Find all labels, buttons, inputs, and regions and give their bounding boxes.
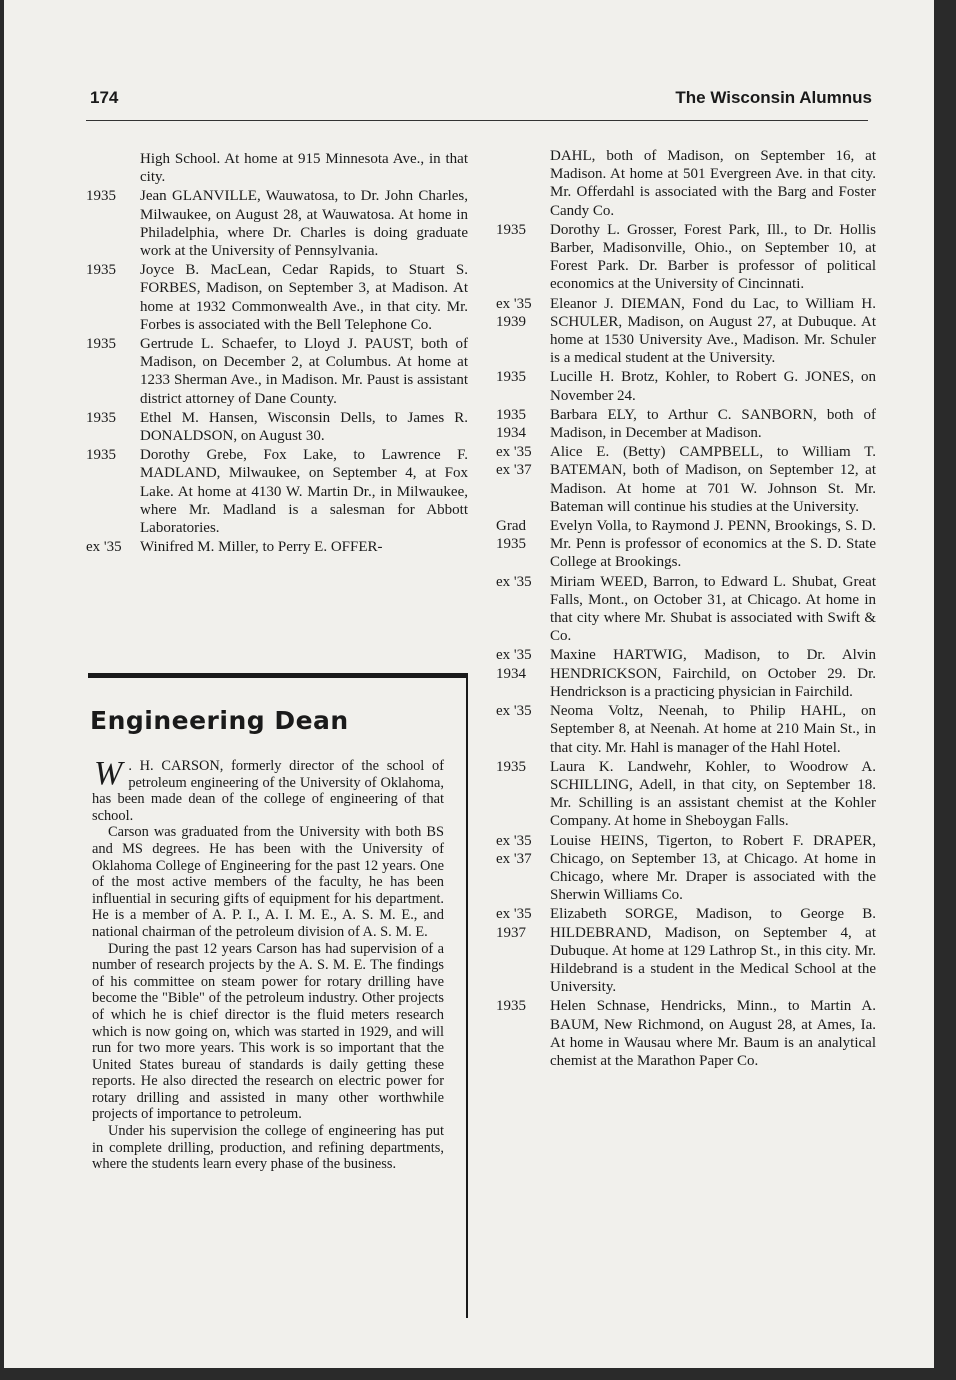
right-column-entries (496, 147, 876, 1071)
entry-class-year (496, 147, 550, 220)
entry-class-year: 1935 (86, 447, 116, 464)
entry-text: Laura K. Landwehr, Kohler, to Woodrow A. SCHILLING, Adell, in that city, on September 18. Mr. Schilling is an assistant chemist at the Kohler Company. At home in Sheboygan Falls. (550, 758, 876, 830)
marriage-entry (86, 409, 468, 445)
drop-cap: W (94, 755, 123, 792)
entry-class-year: ex '35 ex '37 (496, 444, 532, 479)
entry-class-year (86, 150, 140, 186)
entry-class-year: ex '35 1934 (496, 647, 532, 682)
marriage-entry (496, 758, 876, 831)
entry-text: Evelyn Volla, to Raymond J. PENN, Brookings, S. D. Mr. Penn is professor of economics at the S. D. State College at Brookings. (550, 518, 876, 571)
entry-class-year: 1935 (86, 409, 116, 426)
entry-text: Elizabeth SORGE, Madison, to George B. HILDEBRAND, Madison, on September 4, at Dubuque. At home at 129 Lathrop St., in this city. Mr. Hildebrand is a student in the Medical School at the University. (550, 906, 876, 996)
page-number: 174 (90, 88, 119, 107)
entry-text: Miriam WEED, Barron, to Edward L. Shubat, Great Falls, Mont., on October 31, at Chicago. At home in that city where Mr. Shubat is associated with Swift & Co. (550, 573, 876, 645)
entry-class-year: 1935 (496, 221, 526, 238)
article-title: Engineering Dean (90, 706, 349, 735)
entry-text: Jean GLANVILLE, Wauwatosa, to Dr. John Charles, Milwaukee, on August 28, at Wauwatosa. At home in Philadelphia, where Dr. Charles is doing graduate work at the University of Pennsylvania. (140, 188, 468, 260)
entry-text: Joyce B. MacLean, Cedar Rapids, to Stuart S. FORBES, Madison, on September 3, at Madison. At home at 1932 Commonwealth Ave., in that city. Mr. Forbes is associated with the Bell Telephone Co. (140, 262, 468, 333)
entry-text: Dorothy Grebe, Fox Lake, to Lawrence F. MADLAND, Milwaukee, on September 4, at Fox Lake. At home at 4130 W. Martin Dr., in Milwaukee, where Mr. Madland is a salesman for Abbott Laboratories. (140, 447, 468, 537)
marriage-entry (496, 221, 876, 294)
marriage-entry (496, 573, 876, 646)
marriage-entry (496, 406, 876, 442)
article-first-paragraph: . H. CARSON, formerly director of the school of petroleum engineering of the University of Oklahoma, has been made dean of the college of engineering of that school. (92, 758, 444, 824)
entry-class-year: Grad 1935 (496, 518, 526, 553)
article-body (92, 755, 444, 1173)
entry-class-year: 1935 (496, 369, 526, 386)
marriage-entry (496, 832, 876, 905)
entry-text: Maxine HARTWIG, Madison, to Dr. Alvin HENDRICKSON, Fairchild, on October 29. Dr. Hendrickson is a practicing physician in Fairchild. (550, 647, 876, 700)
marriage-entry (86, 335, 468, 408)
entry-class-year: ex '35 (496, 703, 532, 720)
entry-class-year: ex '35 (86, 539, 122, 556)
marriage-entry (86, 538, 468, 556)
article-paragraph: During the past 12 years Carson has had supervision of a number of research projects by the A. S. M. E. The findings of his committee on steam power for rotary drilling have become the "Bible" of the petroleum industry. Other projects of which he is chief director is the fluid meters research which is now going on, which was started in 1929, and will run for two more years. This work is so important that the United States bureau of standards is daily getting these reports. He also directed the research on electric power for rotary drilling and assisted in many other worthwhile projects of importance to petroleum. (92, 940, 444, 1123)
marriage-entry (496, 646, 876, 701)
entry-text: Louise HEINS, Tigerton, to Robert F. DRAPER, Chicago, on September 13, at Chicago. At home in Chicago, where Mr. Draper is associated with the Sherwin Williams Co. (550, 832, 876, 904)
marriage-entry (496, 368, 876, 404)
page-header (90, 88, 872, 114)
entry-class-year: 1935 (86, 188, 116, 205)
marriage-entry (86, 150, 468, 186)
entry-text: Eleanor J. DIEMAN, Fond du Lac, to William H. SCHULER, Madison, on August 27, at Dubuque. At home at 1530 University Ave., Madison. Mr. Schuler is a medical student at the University. (550, 295, 876, 367)
marriage-entry (86, 446, 468, 537)
marriage-entry (86, 187, 468, 260)
marriage-entry (496, 905, 876, 996)
article-paragraph (92, 755, 444, 824)
entry-text: Neoma Voltz, Neenah, to Philip HAHL, on September 8, at Neenah. At home at 210 Main St., in that city. Mr. Hahl is manager of the Hahl Hotel. (550, 703, 876, 756)
entry-class-year: ex '35 1939 (496, 295, 532, 330)
entry-class-year: ex '35 (496, 573, 532, 590)
header-rule (86, 120, 868, 121)
entry-class-year: 1935 (86, 262, 116, 279)
entry-class-year: ex '35 1937 (496, 906, 532, 941)
entry-class-year: 1935 1934 (496, 406, 526, 442)
entry-text: Alice E. (Betty) CAMPBELL, to William T. BATEMAN, both of Madison, on September 12, at Madison. At home at 701 W. Johnson St. Mr. Bateman will continue his studies at the University. (550, 444, 876, 515)
marriage-entry (496, 702, 876, 757)
entry-text: Gertrude L. Schaefer, to Lloyd J. PAUST, both of Madison, on December 2, at Columbus. At home at 1233 Sherman Ave., in Madison. Mr. Paust is assistant district attorney of Dane County. (140, 336, 468, 407)
marriage-entry (86, 261, 468, 334)
article-paragraph: Carson was graduated from the University with both BS and MS degrees. He has been with the University of Oklahoma College of Engineering for the past 12 years. One of the most active members of the faculty, he has been influential in securing gifts of equipment for his department. He is a member of A. P. I., A. I. M. E., A. S. M. E., and national chairman of the petroleum division of A. S. M. E. (92, 824, 444, 940)
entry-text: High School. At home at 915 Minnesota Ave., in that city. (140, 151, 468, 186)
journal-title: The Wisconsin Alumnus (675, 88, 872, 107)
article-paragraph: Under his supervision the college of engineering has put in complete drilling, production, and refining departments, where the students learn every phase of the business. (92, 1123, 444, 1173)
engineering-dean-article (88, 673, 468, 1318)
entry-text: Helen Schnase, Hendricks, Minn., to Martin A. BAUM, New Richmond, on August 28, at Ames, Ia. At home in Wausau where Mr. Baum is an analytical chemist at the Marathon Paper Co. (550, 998, 876, 1069)
entry-text: Winifred M. Miller, to Perry E. OFFER- (140, 539, 383, 556)
left-column-entries (86, 150, 468, 557)
entry-text: Ethel M. Hansen, Wisconsin Dells, to James R. DONALDSON, on August 30. (140, 409, 468, 445)
entry-text: Dorothy L. Grosser, Forest Park, Ill., to Dr. Hollis Barber, Madisonville, Ohio., on September 10, at Forest Park. Dr. Barber is professor of political economics at the University of Cincinnati. (550, 221, 876, 293)
entry-class-year: 1935 (496, 998, 526, 1015)
marriage-entry (496, 997, 876, 1070)
marriage-entry (496, 147, 876, 220)
entry-class-year: 1935 (496, 758, 526, 775)
marriage-entry (496, 443, 876, 516)
entry-text: Barbara ELY, to Arthur C. SANBORN, both of Madison, in December at Madison. (550, 406, 876, 442)
entry-text: Lucille H. Brotz, Kohler, to Robert G. JONES, on November 24. (550, 369, 876, 404)
marriage-entry (496, 295, 876, 368)
entry-text: DAHL, both of Madison, on September 16, at Madison. At home at 501 Evergreen Ave. in that city. Mr. Offerdahl is associated with the Barg and Foster Candy Co. (550, 148, 876, 219)
entry-class-year: ex '35 ex '37 (496, 832, 532, 867)
marriage-entry (496, 517, 876, 572)
entry-class-year: 1935 (86, 336, 116, 353)
